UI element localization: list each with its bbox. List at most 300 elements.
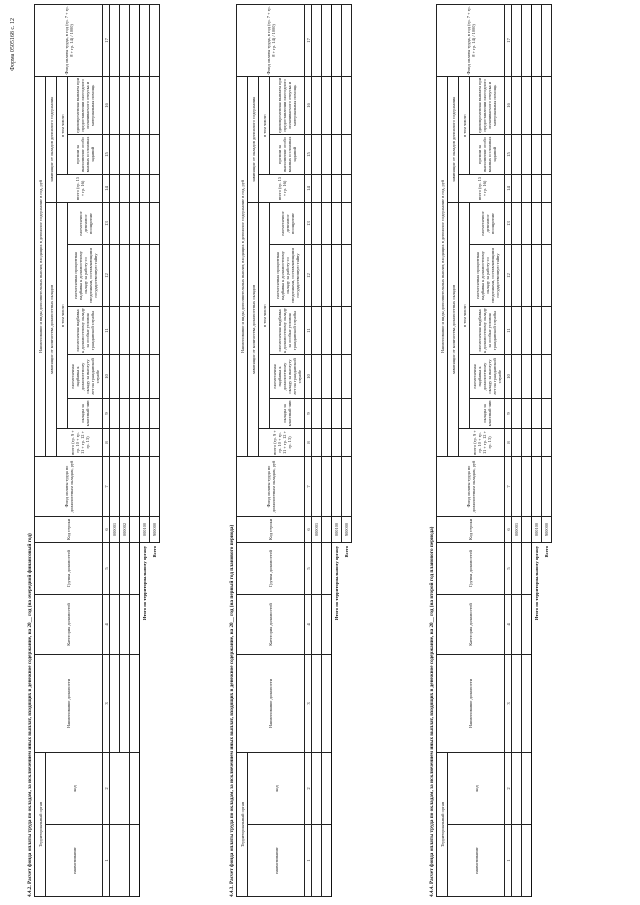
table-cell[interactable] bbox=[140, 244, 150, 306]
hdr-incl2: в том числе: bbox=[57, 76, 68, 174]
table-cell[interactable] bbox=[342, 354, 352, 398]
table-cell[interactable] bbox=[110, 594, 120, 654]
table-cell[interactable] bbox=[110, 354, 120, 398]
table-cell[interactable] bbox=[322, 202, 332, 244]
column-number: 2 bbox=[505, 752, 512, 824]
column-number: 14 bbox=[505, 174, 512, 202]
table-cell[interactable] bbox=[512, 354, 522, 398]
table-cell[interactable] bbox=[120, 174, 130, 202]
table-cell[interactable] bbox=[150, 76, 160, 134]
table-cell[interactable] bbox=[312, 594, 322, 654]
table-cell[interactable] bbox=[130, 456, 140, 516]
hdr-other-payments: Наименование и виды дополнительных выплат, входящих в денежное содержание в год, руб bbox=[437, 76, 448, 456]
table-cell[interactable] bbox=[342, 244, 352, 306]
hdr-category: Категория должностей bbox=[237, 594, 305, 654]
table-cell[interactable] bbox=[542, 202, 552, 244]
table-cell[interactable] bbox=[542, 456, 552, 516]
table-cell[interactable] bbox=[110, 398, 120, 428]
table-row bbox=[130, 4, 140, 896]
column-number: 9 bbox=[505, 398, 512, 428]
table-cell[interactable] bbox=[522, 542, 532, 594]
column-number: 11 bbox=[103, 306, 110, 354]
hdr-state-secret: ежемесячная процентная надбавка к должностному окладу за работу со сведениями, составляющими государственную тайну bbox=[470, 244, 505, 306]
column-number: 15 bbox=[103, 134, 110, 174]
table-cell[interactable] bbox=[532, 202, 542, 244]
table-cell[interactable] bbox=[342, 398, 352, 428]
column-number: 8 bbox=[305, 428, 312, 456]
hdr-fund-by-salary: Фонд оплаты труда по должностным окладам, руб bbox=[237, 456, 305, 516]
hdr-other-payments: Наименование и виды дополнительных выплат, входящих в денежное содержание в год, руб bbox=[237, 76, 248, 456]
table-cell[interactable] bbox=[120, 456, 130, 516]
hdr-line-code: Код строки bbox=[437, 516, 505, 542]
column-number: 11 bbox=[505, 306, 512, 354]
table-cell bbox=[522, 516, 532, 542]
hdr-position-name: Наименование должности bbox=[437, 654, 505, 752]
table-cell[interactable] bbox=[522, 174, 532, 202]
table-cell[interactable] bbox=[140, 76, 150, 134]
table-cell[interactable] bbox=[130, 428, 140, 456]
table-cell[interactable] bbox=[140, 4, 150, 76]
table-cell[interactable] bbox=[532, 4, 542, 76]
table-cell[interactable] bbox=[542, 134, 552, 174]
table-cell[interactable] bbox=[512, 134, 522, 174]
table-cell[interactable] bbox=[322, 428, 332, 456]
hdr-incl: в том числе: bbox=[259, 202, 270, 428]
table-cell[interactable] bbox=[532, 398, 542, 428]
table-row bbox=[522, 4, 532, 896]
table-cell[interactable] bbox=[120, 244, 130, 306]
table-cell[interactable] bbox=[342, 4, 352, 76]
table-cell[interactable] bbox=[522, 428, 532, 456]
subtotal-row bbox=[532, 4, 542, 896]
column-number: 7 bbox=[505, 456, 512, 516]
hdr-class-rank: оклады за классный чин bbox=[270, 398, 305, 428]
table-cell[interactable] bbox=[512, 594, 522, 654]
table-cell[interactable] bbox=[342, 306, 352, 354]
table-cell[interactable] bbox=[342, 456, 352, 516]
total-code: 900000 bbox=[342, 516, 352, 542]
hdr-state-secret: ежемесячная процентная надбавка к должностному окладу за работу со сведениями, составляющими государственную тайну bbox=[270, 244, 305, 306]
table-cell[interactable] bbox=[542, 174, 552, 202]
hdr-code: код bbox=[248, 752, 305, 824]
table-cell[interactable] bbox=[120, 542, 130, 594]
hdr-state-secret: ежемесячная процентная надбавка к должностному окладу за работу со сведениями, составляющими государственную тайну bbox=[68, 244, 103, 306]
column-number: 5 bbox=[103, 542, 110, 594]
table-cell[interactable] bbox=[322, 76, 332, 134]
table-cell[interactable] bbox=[140, 398, 150, 428]
hdr-long-service: ежемесячная надбавка к должностному окладу за выслугу лет на гражданской службе bbox=[470, 354, 505, 398]
table-cell[interactable] bbox=[542, 4, 552, 76]
table-cell[interactable] bbox=[522, 76, 532, 134]
table-cell[interactable] bbox=[120, 4, 130, 76]
table-cell[interactable] bbox=[110, 428, 120, 456]
table-cell[interactable] bbox=[110, 244, 120, 306]
column-number: 11 bbox=[305, 306, 312, 354]
hdr-name: наименование bbox=[448, 825, 505, 897]
table-cell[interactable] bbox=[140, 428, 150, 456]
subtotal-code: 000100 bbox=[532, 516, 542, 542]
column-number: 6 bbox=[505, 516, 512, 542]
table-cell[interactable] bbox=[532, 76, 542, 134]
table-cell[interactable] bbox=[332, 244, 342, 306]
subtotal-code: 000100 bbox=[140, 516, 150, 542]
column-number: 8 bbox=[505, 428, 512, 456]
hdr-dep-positions: зависящие от количества должностных окладов bbox=[248, 202, 259, 456]
hdr-territorial-organ: Территориальный орган bbox=[35, 752, 46, 896]
hdr-bonuses: премии за выполнение особо важных и сложных заданий bbox=[68, 134, 103, 174]
table-cell[interactable] bbox=[110, 4, 120, 76]
table-cell[interactable] bbox=[522, 202, 532, 244]
hdr-special-conditions: ежемесячная надбавка к должностному окладу за особые условия гражданской службы bbox=[270, 306, 305, 354]
table-cell[interactable] bbox=[542, 398, 552, 428]
table-cell[interactable] bbox=[512, 752, 522, 824]
table-cell[interactable] bbox=[332, 428, 342, 456]
table-cell[interactable] bbox=[140, 202, 150, 244]
column-number: 13 bbox=[505, 202, 512, 244]
table-cell[interactable] bbox=[120, 134, 130, 174]
table-cell[interactable] bbox=[322, 398, 332, 428]
column-number: 12 bbox=[103, 244, 110, 306]
table-cell[interactable] bbox=[322, 244, 332, 306]
column-number: 13 bbox=[305, 202, 312, 244]
table-cell[interactable] bbox=[512, 542, 522, 594]
table-cell[interactable] bbox=[332, 134, 342, 174]
hdr-cash-incentive: ежемесячное денежное поощрение bbox=[68, 202, 103, 244]
table-cell[interactable] bbox=[140, 456, 150, 516]
table-cell[interactable] bbox=[312, 398, 322, 428]
table-cell[interactable] bbox=[312, 428, 322, 456]
table-cell[interactable] bbox=[322, 4, 332, 76]
total-row bbox=[542, 4, 552, 896]
table-cell[interactable] bbox=[110, 542, 120, 594]
hdr-territorial-organ: Территориальный орган bbox=[237, 752, 248, 896]
hdr-cash-incentive: ежемесячное денежное поощрение bbox=[270, 202, 305, 244]
table-cell[interactable] bbox=[522, 752, 532, 824]
line-code: 000001 bbox=[512, 516, 522, 542]
subtotal-label: Итого по территориальному органу bbox=[534, 545, 540, 621]
hdr-total-a: всего (гр. 9 + гр. 10 + гр. 11 + гр. 12 + гр. 13) bbox=[57, 428, 103, 456]
table-cell[interactable] bbox=[522, 825, 532, 897]
table-row bbox=[110, 4, 120, 896]
table-cell[interactable] bbox=[332, 174, 342, 202]
column-number: 6 bbox=[305, 516, 312, 542]
table-cell[interactable] bbox=[342, 428, 352, 456]
table-cell[interactable] bbox=[522, 456, 532, 516]
table-cell[interactable] bbox=[522, 354, 532, 398]
table-cell[interactable] bbox=[312, 542, 322, 594]
table-cell[interactable] bbox=[322, 354, 332, 398]
column-number: 10 bbox=[103, 354, 110, 398]
column-number: 6 bbox=[103, 516, 110, 542]
table-cell[interactable] bbox=[110, 752, 130, 824]
hdr-bonuses: премии за выполнение особо важных и сложных заданий bbox=[270, 134, 305, 174]
table-cell[interactable] bbox=[512, 825, 522, 897]
table-cell[interactable] bbox=[140, 174, 150, 202]
table-cell[interactable] bbox=[542, 306, 552, 354]
table-cell[interactable] bbox=[522, 134, 532, 174]
table-cell[interactable] bbox=[130, 174, 140, 202]
table-cell[interactable] bbox=[512, 654, 522, 752]
table-cell[interactable] bbox=[150, 306, 160, 354]
table-cell[interactable] bbox=[322, 542, 332, 594]
table-cell[interactable] bbox=[322, 134, 332, 174]
column-number: 13 bbox=[103, 202, 110, 244]
table-cell[interactable] bbox=[522, 398, 532, 428]
table-cell[interactable] bbox=[342, 76, 352, 134]
column-number: 12 bbox=[505, 244, 512, 306]
table-cell[interactable] bbox=[522, 654, 532, 752]
column-number: 5 bbox=[505, 542, 512, 594]
subtotal-code: 000100 bbox=[332, 516, 342, 542]
table-cell[interactable] bbox=[342, 174, 352, 202]
table-cell[interactable] bbox=[322, 594, 332, 654]
table-cell[interactable] bbox=[110, 134, 120, 174]
table-cell[interactable] bbox=[332, 306, 342, 354]
column-number: 1 bbox=[305, 825, 312, 897]
total-label: Всего bbox=[544, 545, 549, 558]
table-cell[interactable] bbox=[522, 306, 532, 354]
table-cell[interactable] bbox=[110, 306, 120, 354]
hdr-line-code: Код строки bbox=[35, 516, 103, 542]
subtotal-row bbox=[140, 4, 150, 896]
table-cell[interactable] bbox=[312, 354, 322, 398]
table-cell[interactable] bbox=[150, 134, 160, 174]
hdr-fund-by-salary: Фонд оплаты труда по должностным окладам, руб bbox=[35, 456, 103, 516]
table-cell[interactable] bbox=[312, 306, 322, 354]
hdr-incl: в том числе: bbox=[57, 202, 68, 428]
column-number: 3 bbox=[505, 654, 512, 752]
table-cell[interactable] bbox=[532, 174, 542, 202]
table-cell[interactable] bbox=[512, 244, 522, 306]
table-cell[interactable] bbox=[322, 456, 332, 516]
column-number: 15 bbox=[505, 134, 512, 174]
column-number: 16 bbox=[505, 76, 512, 134]
table-cell[interactable] bbox=[130, 354, 140, 398]
hdr-cash-incentive: ежемесячное денежное поощрение bbox=[470, 202, 505, 244]
table-cell[interactable] bbox=[312, 654, 322, 752]
table-cell[interactable] bbox=[312, 174, 322, 202]
table-cell[interactable] bbox=[110, 654, 120, 752]
total-code: 900000 bbox=[542, 516, 552, 542]
table-cell[interactable] bbox=[140, 134, 150, 174]
table-cell[interactable] bbox=[130, 398, 140, 428]
table-cell[interactable] bbox=[312, 134, 322, 174]
table-cell[interactable] bbox=[130, 825, 140, 897]
table-cell[interactable] bbox=[332, 76, 342, 134]
table-cell[interactable] bbox=[312, 76, 322, 134]
table-cell[interactable] bbox=[532, 428, 542, 456]
table-cell[interactable] bbox=[120, 202, 130, 244]
hdr-line-code: Код строки bbox=[237, 516, 305, 542]
hdr-class-rank: оклады за классный чин bbox=[68, 398, 103, 428]
subtotal-label: Итого по территориальному органу bbox=[334, 545, 340, 621]
hdr-total-a: всего (гр. 9 + гр. 10 + гр. 11 + гр. 12 + гр. 13) bbox=[459, 428, 505, 456]
hdr-one-time: единовременная выплата при предоставлении ежегодного оплачиваемого отпуска и материальная помощь bbox=[68, 76, 103, 134]
table-cell[interactable] bbox=[312, 4, 322, 76]
table-cell[interactable] bbox=[120, 306, 130, 354]
column-number: 7 bbox=[305, 456, 312, 516]
column-number: 4 bbox=[103, 594, 110, 654]
table-cell[interactable] bbox=[332, 4, 342, 76]
table-cell[interactable] bbox=[150, 244, 160, 306]
table-cell[interactable] bbox=[120, 428, 130, 456]
table-cell[interactable] bbox=[342, 202, 352, 244]
table-cell bbox=[130, 516, 140, 542]
table-cell[interactable] bbox=[522, 594, 532, 654]
column-number: 14 bbox=[103, 174, 110, 202]
column-number: 17 bbox=[305, 4, 312, 76]
hdr-dep-positions: зависящие от количества должностных окладов bbox=[448, 202, 459, 456]
table-cell[interactable] bbox=[332, 398, 342, 428]
hdr-code: код bbox=[448, 752, 505, 824]
column-number: 9 bbox=[305, 398, 312, 428]
column-number: 2 bbox=[103, 752, 110, 824]
table-cell[interactable] bbox=[120, 354, 130, 398]
hdr-incl: в том числе: bbox=[459, 202, 470, 428]
column-number: 15 bbox=[305, 134, 312, 174]
hdr-name: наименование bbox=[248, 825, 305, 897]
table-cell[interactable] bbox=[322, 654, 332, 752]
payroll-table bbox=[236, 4, 352, 897]
table-cell[interactable] bbox=[120, 398, 130, 428]
table-cell[interactable] bbox=[312, 456, 322, 516]
table-cell[interactable] bbox=[120, 654, 130, 752]
line-code: 000002 bbox=[120, 516, 130, 542]
section-2 bbox=[228, 5, 352, 897]
table-cell[interactable] bbox=[512, 398, 522, 428]
table-cell[interactable] bbox=[150, 174, 160, 202]
hdr-group: Группа должностей bbox=[35, 542, 103, 594]
table-cell[interactable] bbox=[150, 398, 160, 428]
table-cell[interactable] bbox=[532, 456, 542, 516]
hdr-long-service: ежемесячная надбавка к должностному окладу за выслугу лет на гражданской службе bbox=[68, 354, 103, 398]
subtotal-row bbox=[332, 4, 342, 896]
table-cell[interactable] bbox=[532, 134, 542, 174]
hdr-total-fund: Фонд оплаты труда, в год (гр. 7 + гр. 8 + гр. 14) / 1000) bbox=[35, 4, 103, 76]
column-number: 5 bbox=[305, 542, 312, 594]
hdr-total-fund: Фонд оплаты труда, в год (гр. 7 + гр. 8 + гр. 14) / 1000) bbox=[437, 4, 505, 76]
table-cell[interactable] bbox=[512, 4, 522, 76]
table-cell[interactable] bbox=[150, 456, 160, 516]
table-cell[interactable] bbox=[512, 76, 522, 134]
total-label: Всего bbox=[152, 545, 157, 558]
hdr-position-name: Наименование должности bbox=[35, 654, 103, 752]
table-cell[interactable] bbox=[150, 428, 160, 456]
hdr-dep-salary: зависящие от окладов денежного содержания bbox=[248, 76, 259, 202]
table-cell[interactable] bbox=[150, 354, 160, 398]
table-cell[interactable] bbox=[130, 4, 140, 76]
table-cell[interactable] bbox=[140, 354, 150, 398]
table-cell[interactable] bbox=[532, 354, 542, 398]
table-cell[interactable] bbox=[312, 825, 322, 897]
table-cell[interactable] bbox=[110, 456, 120, 516]
table-cell[interactable] bbox=[130, 76, 140, 134]
hdr-total-b: всего (гр. 15 + гр. 16) bbox=[459, 174, 505, 202]
hdr-total-b: всего (гр. 15 + гр. 16) bbox=[57, 174, 103, 202]
hdr-other-payments: Наименование и виды дополнительных выплат, входящих в денежное содержание в год, руб bbox=[35, 76, 46, 456]
table-cell[interactable] bbox=[322, 306, 332, 354]
table-cell[interactable] bbox=[312, 752, 322, 824]
table-cell[interactable] bbox=[532, 306, 542, 354]
table-cell[interactable] bbox=[130, 202, 140, 244]
table-cell[interactable] bbox=[512, 456, 522, 516]
table-cell[interactable] bbox=[140, 306, 150, 354]
table-cell[interactable] bbox=[130, 134, 140, 174]
table-cell[interactable] bbox=[542, 354, 552, 398]
table-cell[interactable] bbox=[342, 134, 352, 174]
table-cell[interactable] bbox=[322, 752, 332, 824]
hdr-code: код bbox=[46, 752, 103, 824]
hdr-incl2: в том числе: bbox=[259, 76, 270, 174]
table-cell[interactable] bbox=[150, 202, 160, 244]
table-cell[interactable] bbox=[542, 244, 552, 306]
table-cell[interactable] bbox=[532, 244, 542, 306]
table-cell[interactable] bbox=[542, 428, 552, 456]
table-cell[interactable] bbox=[110, 202, 120, 244]
table-cell[interactable] bbox=[110, 76, 120, 134]
table-cell[interactable] bbox=[130, 542, 140, 594]
table-cell[interactable] bbox=[332, 456, 342, 516]
hdr-position-name: Наименование должности bbox=[237, 654, 305, 752]
hdr-name: наименование bbox=[46, 825, 103, 897]
table-cell[interactable] bbox=[130, 306, 140, 354]
table-cell[interactable] bbox=[130, 654, 140, 752]
table-cell[interactable] bbox=[312, 244, 322, 306]
table-cell[interactable] bbox=[322, 825, 332, 897]
table-cell[interactable] bbox=[512, 174, 522, 202]
hdr-class-rank: оклады за классный чин bbox=[470, 398, 505, 428]
total-code: 900000 bbox=[150, 516, 160, 542]
hdr-territorial-organ: Территориальный орган bbox=[437, 752, 448, 896]
table-cell[interactable] bbox=[512, 428, 522, 456]
table-cell bbox=[322, 516, 332, 542]
table-cell[interactable] bbox=[542, 76, 552, 134]
table-cell[interactable] bbox=[130, 244, 140, 306]
table-cell[interactable] bbox=[322, 174, 332, 202]
table-cell[interactable] bbox=[130, 594, 140, 654]
table-cell[interactable] bbox=[512, 202, 522, 244]
table-cell[interactable] bbox=[312, 202, 322, 244]
hdr-one-time: единовременная выплата при предоставлении ежегодного оплачиваемого отпуска и материальная помощь bbox=[470, 76, 505, 134]
payroll-table bbox=[436, 4, 552, 897]
total-label: Всего bbox=[344, 545, 349, 558]
column-number: 12 bbox=[305, 244, 312, 306]
hdr-special-conditions: ежемесячная надбавка к должностному окладу за особые условия гражданской службы bbox=[68, 306, 103, 354]
column-number: 3 bbox=[103, 654, 110, 752]
table-cell[interactable] bbox=[332, 354, 342, 398]
column-number: 4 bbox=[305, 594, 312, 654]
table-cell[interactable] bbox=[110, 825, 130, 897]
section-title: 4.4.2. Расчет фонда оплаты труда по окладам, за исключением иных выплат, входящих в денежное содержание, на 20__ год (на очередной финансовый год) bbox=[27, 533, 33, 897]
table-cell[interactable] bbox=[150, 4, 160, 76]
table-row bbox=[512, 4, 522, 896]
table-cell[interactable] bbox=[130, 752, 140, 824]
total-row bbox=[342, 4, 352, 896]
table-cell[interactable] bbox=[522, 4, 532, 76]
table-cell[interactable] bbox=[120, 76, 130, 134]
table-cell[interactable] bbox=[522, 244, 532, 306]
hdr-dep-salary: зависящие от окладов денежного содержания bbox=[46, 76, 57, 202]
table-cell[interactable] bbox=[110, 174, 120, 202]
hdr-dep-salary: зависящие от окладов денежного содержания bbox=[448, 76, 459, 202]
hdr-group: Группа должностей bbox=[237, 542, 305, 594]
table-cell[interactable] bbox=[120, 594, 130, 654]
table-cell[interactable] bbox=[512, 306, 522, 354]
column-number: 9 bbox=[103, 398, 110, 428]
column-number: 17 bbox=[505, 4, 512, 76]
table-cell[interactable] bbox=[332, 202, 342, 244]
section-title: 4.4.3. Расчет фонда оплаты труда по окладам, за исключением иных выплат, входящих в денежное содержание, на 20__ год (на первый год планового периода) bbox=[229, 524, 235, 897]
